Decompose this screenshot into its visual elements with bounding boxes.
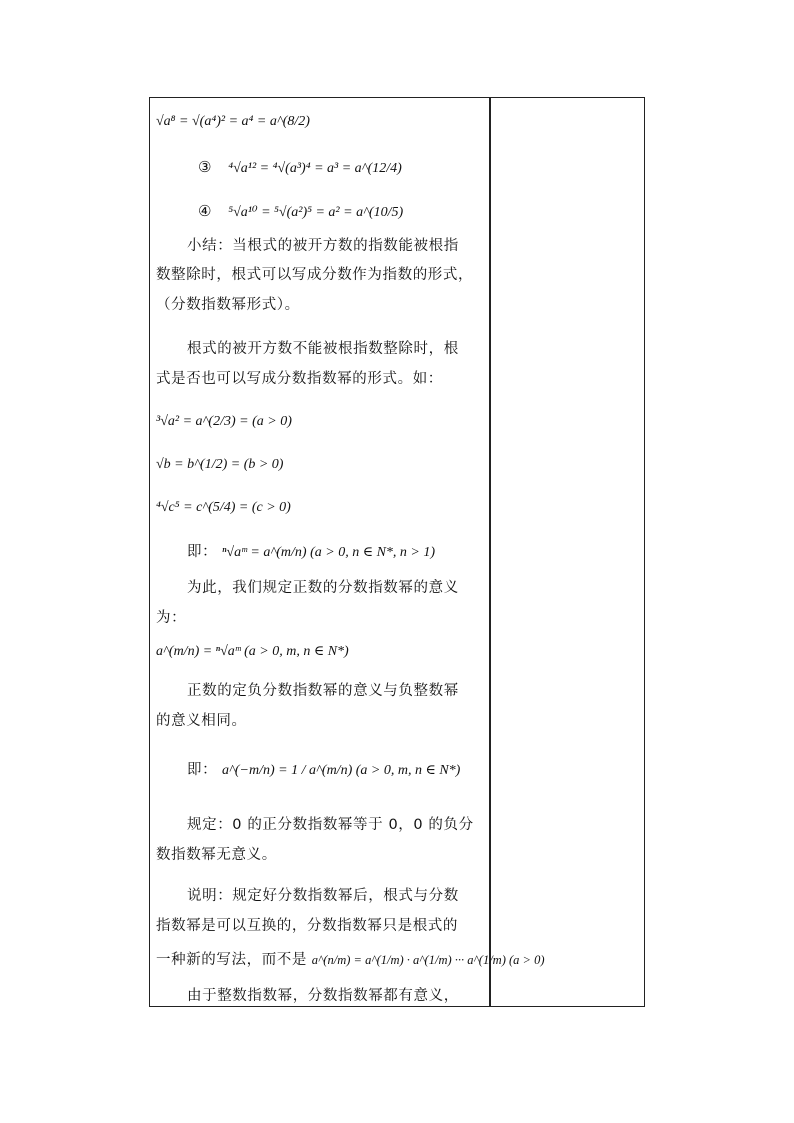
column-divider <box>489 97 491 1007</box>
definition-formula: a^(m/n) = ⁿ√aᵐ (a > 0, m, n ∈ N*) <box>156 644 349 659</box>
negative-line-2: 的意义相同。 <box>156 713 247 729</box>
general-example-formula: ⁿ√aᵐ = a^(m/n) (a > 0, n ∈ N*, n > 1) <box>221 545 436 560</box>
equation-4 <box>198 202 403 221</box>
negative-example <box>187 758 460 779</box>
example-fourth-root: ⁴√c⁵ = c^(5/4) = (c > 0) <box>156 500 291 515</box>
equation-root-a8: √a⁸ = √(a⁴)² = a⁴ = a^(8/2) <box>156 114 310 129</box>
example-square-root: √b = b^(1/2) = (b > 0) <box>156 457 284 472</box>
circled-4-marker: ④ <box>198 202 212 220</box>
note-line-1: 说明：规定好分数指数幂后，根式与分数 <box>187 888 459 904</box>
summary-line-2: 数整除时，根式可以写成分数作为指数的形式， <box>156 267 474 283</box>
last-line: 由于整数指数幂，分数指数幂都有意义， <box>187 988 459 1004</box>
example-cube-root: ³√a² = a^(2/3) = (a > 0) <box>156 414 292 429</box>
equation-3 <box>198 158 402 177</box>
note-line-3-text: 一种新的写法，而不是 <box>156 952 307 968</box>
general-example-prefix: 即： <box>187 544 218 560</box>
negative-example-formula: a^(−m/n) = 1 / a^(m/n) (a > 0, m, n ∈ N*) <box>221 763 461 778</box>
definition-line-2: 为： <box>156 610 187 626</box>
negative-example-prefix: 即： <box>187 762 218 778</box>
note-line-2: 指数幂是可以互换的，分数指数幂只是根式的 <box>156 918 458 934</box>
question-line-1: 根式的被开方数不能被根指数整除时，根 <box>187 341 459 357</box>
summary-line-1: 小结：当根式的被开方数的指数能被根指 <box>187 238 459 254</box>
summary-line-3: （分数指数幂形式）。 <box>156 297 300 313</box>
general-example <box>187 540 435 561</box>
circled-3-marker: ③ <box>198 158 212 176</box>
definition-line-1: 为此，我们规定正数的分数指数幂的意义 <box>187 580 459 596</box>
equation-root-a10: ⁵√a¹⁰ = ⁵√(a²)⁵ = a² = a^(10/5) <box>228 205 404 220</box>
negative-line-1: 正数的定负分数指数幂的意义与负整数幂 <box>187 683 459 699</box>
zero-rule-line-1: 规定：0 的正分数指数幂等于 0，0 的负分 <box>187 817 474 833</box>
note-line-3-formula: a^(n/m) = a^(1/m) · a^(1/m) ··· a^(1/m) (a > 0) <box>311 953 545 967</box>
equation-root-a12: ⁴√a¹² = ⁴√(a³)⁴ = a³ = a^(12/4) <box>228 161 402 176</box>
question-line-2: 式是否也可以写成分数指数幂的形式。如： <box>156 371 443 387</box>
zero-rule-line-2: 数指数幂无意义。 <box>156 847 277 863</box>
note-line-3 <box>156 948 545 969</box>
